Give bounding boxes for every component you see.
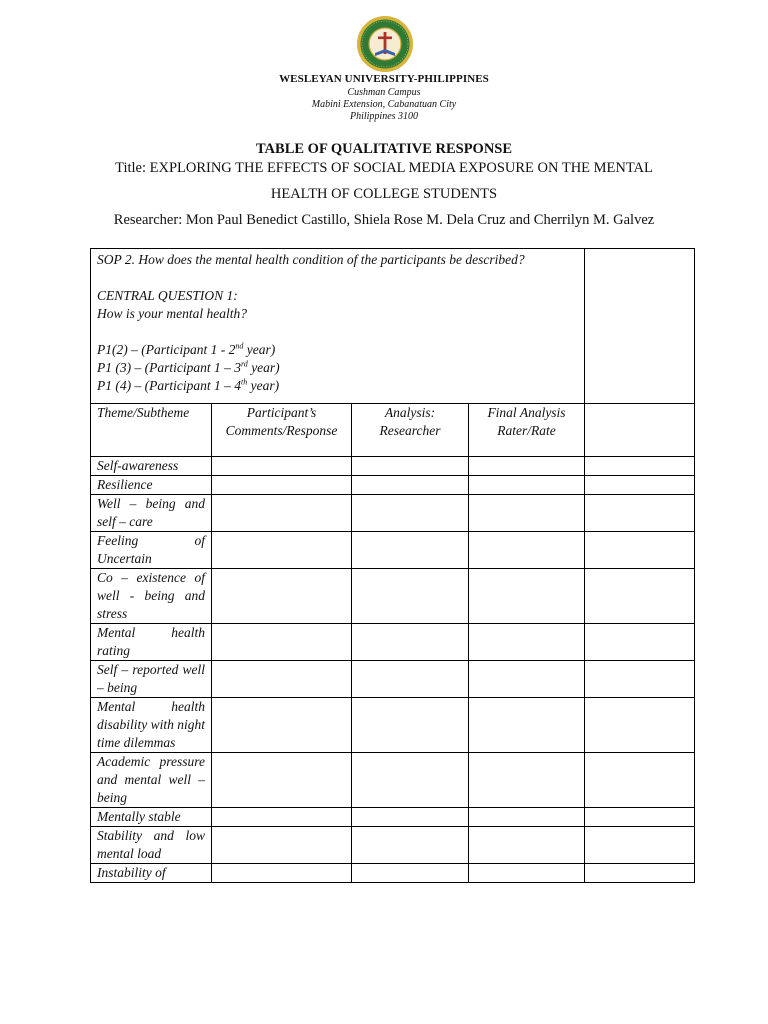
central-question-label: CENTRAL QUESTION 1: — [97, 288, 238, 303]
theme-cell: Mental health disability with night time dilemmas — [91, 698, 212, 753]
participant-line: P1 (4) – (Participant 1 – 4th year) — [97, 377, 280, 393]
column-header-final-analysis: Final Analysis Rater/Rate — [469, 404, 585, 457]
campus-address: Mabini Extension, Cabanatuan City — [311, 99, 457, 110]
theme-cell: Academic pressure and mental well – being — [91, 753, 212, 808]
document-heading: TABLE OF QUALITATIVE RESPONSE — [255, 141, 513, 157]
researchers-line: Researcher: Mon Paul Benedict Castillo, Shiela Rose M. Dela Cruz and Cherrilyn M. Galvez — [113, 212, 655, 228]
column-header-response: Participant’s Comments/Response — [212, 404, 352, 457]
column-header-theme: Theme/Subtheme — [91, 404, 212, 457]
university-seal-logo — [356, 15, 414, 73]
theme-cell: Feeling of Uncertain — [91, 532, 212, 569]
empty-cell — [585, 249, 695, 404]
theme-cell: Well – being and self – care — [91, 495, 212, 532]
participant-line: P1(2) – (Participant 1 - 2nd year) — [97, 341, 276, 357]
table-row — [91, 532, 695, 569]
theme-cell: Stability and low mental load — [91, 827, 212, 864]
table-row — [91, 808, 695, 827]
table-row — [91, 495, 695, 532]
theme-cell: Co – existence of well - being and stress — [91, 569, 212, 624]
table-row — [91, 864, 695, 883]
theme-cell: Self-awareness — [91, 457, 212, 476]
sop-cell — [91, 249, 585, 404]
central-question: How is your mental health? — [97, 306, 247, 321]
study-title-line-1: Title: EXPLORING THE EFFECTS OF SOCIAL MEDIA EXPOSURE ON THE MENTAL — [115, 160, 653, 176]
theme-cell: Mental health rating — [91, 624, 212, 661]
theme-cell: Instability of — [91, 864, 212, 883]
theme-cell: Self – reported well – being — [91, 661, 212, 698]
empty-cell — [585, 404, 695, 457]
table-row — [91, 476, 695, 495]
sop-row — [91, 249, 695, 404]
table-row — [91, 753, 695, 808]
campus-name: Cushman Campus — [347, 87, 421, 98]
university-name: WESLEYAN UNIVERSITY-PHILIPPINES — [279, 73, 489, 85]
theme-cell: Resilience — [91, 476, 212, 495]
column-header-row — [91, 404, 695, 457]
table-row — [91, 827, 695, 864]
column-header-analysis: Analysis: Researcher — [352, 404, 469, 457]
table-row — [91, 569, 695, 624]
table-row — [91, 624, 695, 661]
participant-line: P1 (3) – (Participant 1 – 3rd year) — [97, 359, 280, 375]
theme-cell: Mentally stable — [91, 808, 212, 827]
table-row — [91, 661, 695, 698]
qualitative-response-table — [90, 248, 695, 883]
table-row — [91, 457, 695, 476]
study-title-line-2: HEALTH OF COLLEGE STUDENTS — [270, 186, 498, 202]
campus-country: Philippines 3100 — [349, 111, 419, 122]
table-row — [91, 698, 695, 753]
sop-question: SOP 2. How does the mental health condition of the participants be described? — [97, 252, 525, 267]
